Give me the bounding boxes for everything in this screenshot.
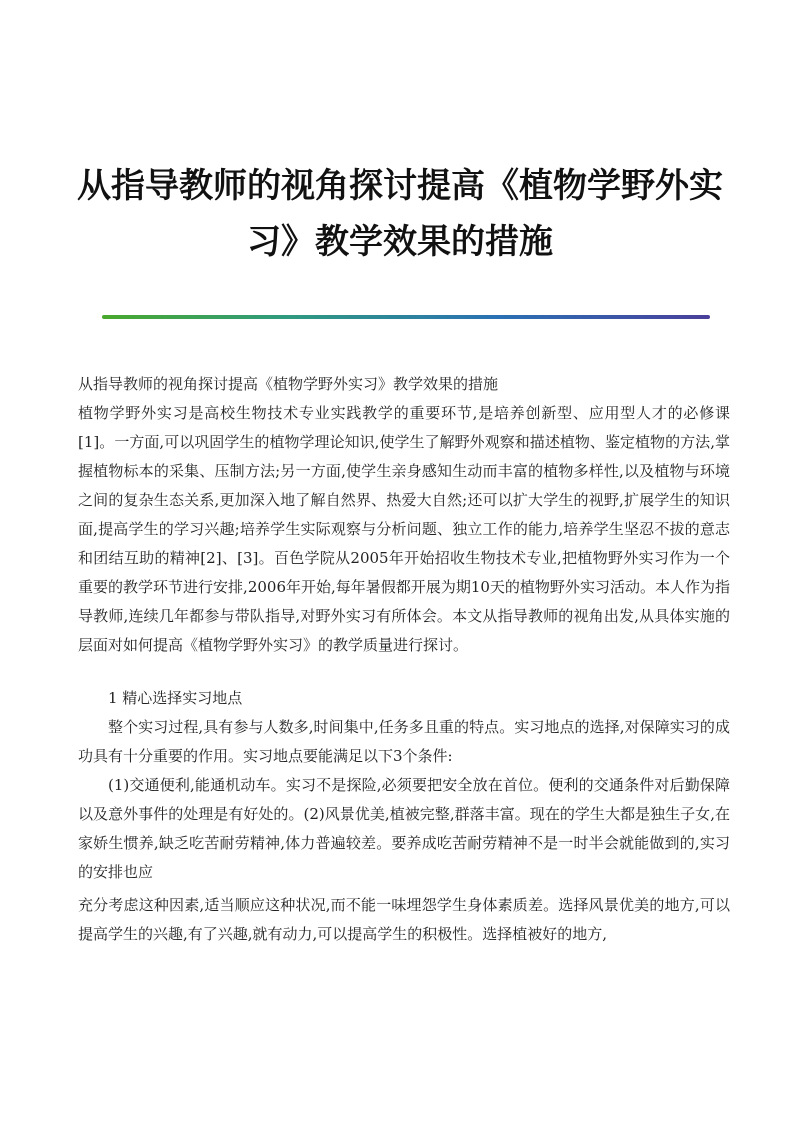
section-1-heading: 1 精心选择实习地点 xyxy=(108,689,243,707)
document-title-line-2: 习》教学效果的措施 xyxy=(247,222,553,262)
section-1-paragraph-3: 充分考虑这种因素,适当顺应这种状况,而不能一味埋怨学生身体素质差。选择风景优美的地方,可以提高学生的兴趣,有了兴趣,就有动力,可以提高学生的积极性。选择植被好的地方, xyxy=(78,896,730,943)
section-1-paragraph-2: (1)交通便利,能通机动车。实习不是探险,必须要把安全放在首位。便利的交通条件对后勤保障以及意外事件的处理是有好处的。(2)风景优美,植被完整,群落丰富。现在的学生大都是独生子女,在家娇生惯养,缺乏吃苦耐劳精神,体力普遍较差。要养成吃苦耐劳精神不是一时半会就能做到的,实习的安排也应 xyxy=(78,776,730,881)
document-title-line-1: 从指导教师的视角探讨提高《植物学野外实 xyxy=(77,166,723,206)
section-1-paragraph-1: 整个实习过程,具有参与人数多,时间集中,任务多且重的特点。实习地点的选择,对保障实习的成功具有十分重要的作用。实习地点要能满足以下3个条件: xyxy=(78,718,730,765)
intro-paragraph: 植物学野外实习是高校生物技术专业实践教学的重要环节,是培养创新型、应用型人才的必修课[1]。一方面,可以巩固学生的植物学理论知识,使学生了解野外观察和描述植物、鉴定植物的方法,掌握植物标本的采集、压制方法;另一方面,使学生亲身感知生动而丰富的植物多样性,以及植物与环境之间的复杂生态关系,更加深入地了解自然界、热爱大自然;还可以扩大学生的视野,扩展学生的知识面,提高学生的学习兴趣;培养学生实际观察与分析问题、独立工作的能力,培养学生坚忍不拔的意志和团结互助的精神[2]、[3]。百色学院从2005年开始招收生物技术专业,把植物野外实习作为一个重要的教学环节进行安排,2006年开始,每年暑假都开展为期10天的植物野外实习活动。本人作为指导教师,连续几年都参与带队指导,对野外实习有所体会。本文从指导教师的视角出发,从具体实施的层面对如何提高《植物学野外实习》的教学质量进行探讨。 xyxy=(78,404,730,654)
document-body xyxy=(78,370,730,949)
article-subtitle: 从指导教师的视角探讨提高《植物学野外实习》教学效果的措施 xyxy=(78,375,499,393)
title-divider xyxy=(102,315,710,319)
paragraph-gap xyxy=(78,660,730,684)
